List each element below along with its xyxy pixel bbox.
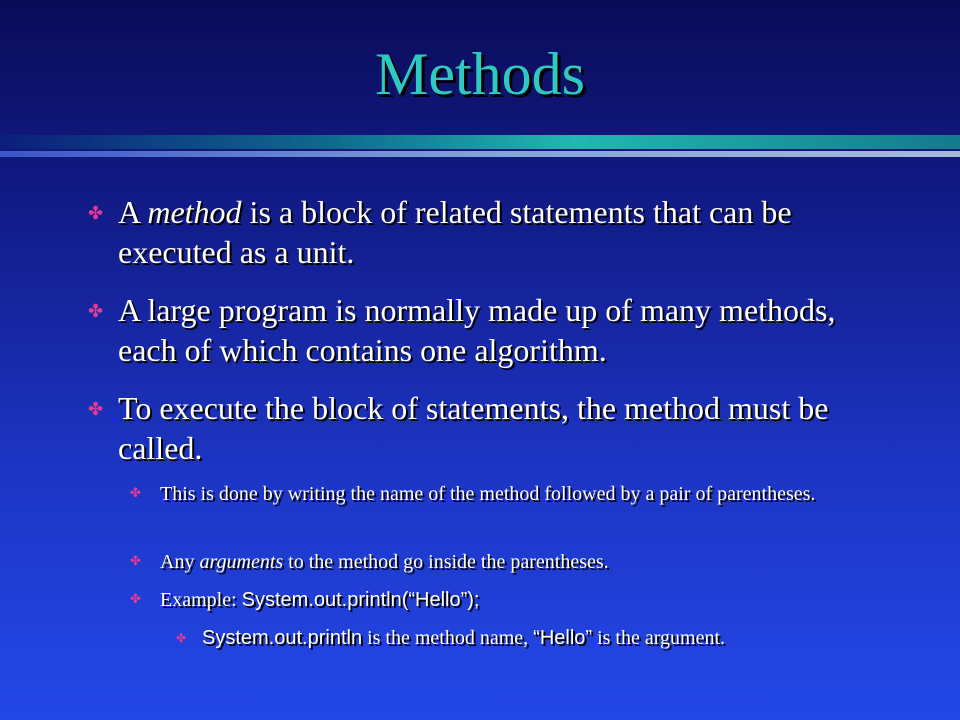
slide-title: Methods xyxy=(375,41,585,107)
bullet-3: ✤ To execute the block of statements, the method must be called. xyxy=(88,390,829,466)
bullet-1: ✤ A method is a block of related statements that can be executed as a unit. xyxy=(88,194,792,270)
sub-bullet-1: ✤ This is done by writing the name of the method followed by a pair of parentheses. xyxy=(130,480,890,508)
code-example: System.out.println(“Hello”); xyxy=(241,589,480,611)
bullet-2: ✤ A large program is normally made up of many methods, each of which contains one algorithm. xyxy=(88,292,836,368)
emphasis-arguments: arguments xyxy=(199,551,284,573)
pinwheel-bullet-icon: ✤ xyxy=(130,486,141,501)
pinwheel-bullet-icon: ✤ xyxy=(88,301,104,322)
code-method-name: System.out.println xyxy=(202,627,363,649)
title-divider xyxy=(0,135,960,149)
code-argument: “Hello” xyxy=(533,627,593,649)
sub-sub-bullet-1: ✤ System.out.println is the method name, “Hello” is the argument. xyxy=(176,624,896,652)
sub-bullet-3: ✤ Example: System.out.println(“Hello”); xyxy=(130,586,890,614)
emphasis-method: method xyxy=(147,194,242,230)
pinwheel-bullet-icon: ✤ xyxy=(88,399,104,420)
pinwheel-bullet-icon: ✤ xyxy=(130,592,141,607)
sub-bullet-2: ✤ Any arguments to the method go inside the parentheses. xyxy=(130,548,890,576)
title-divider-accent xyxy=(0,151,960,157)
pinwheel-bullet-icon: ✤ xyxy=(130,554,141,569)
pinwheel-bullet-icon: ✤ xyxy=(176,631,187,645)
pinwheel-bullet-icon: ✤ xyxy=(88,203,104,224)
